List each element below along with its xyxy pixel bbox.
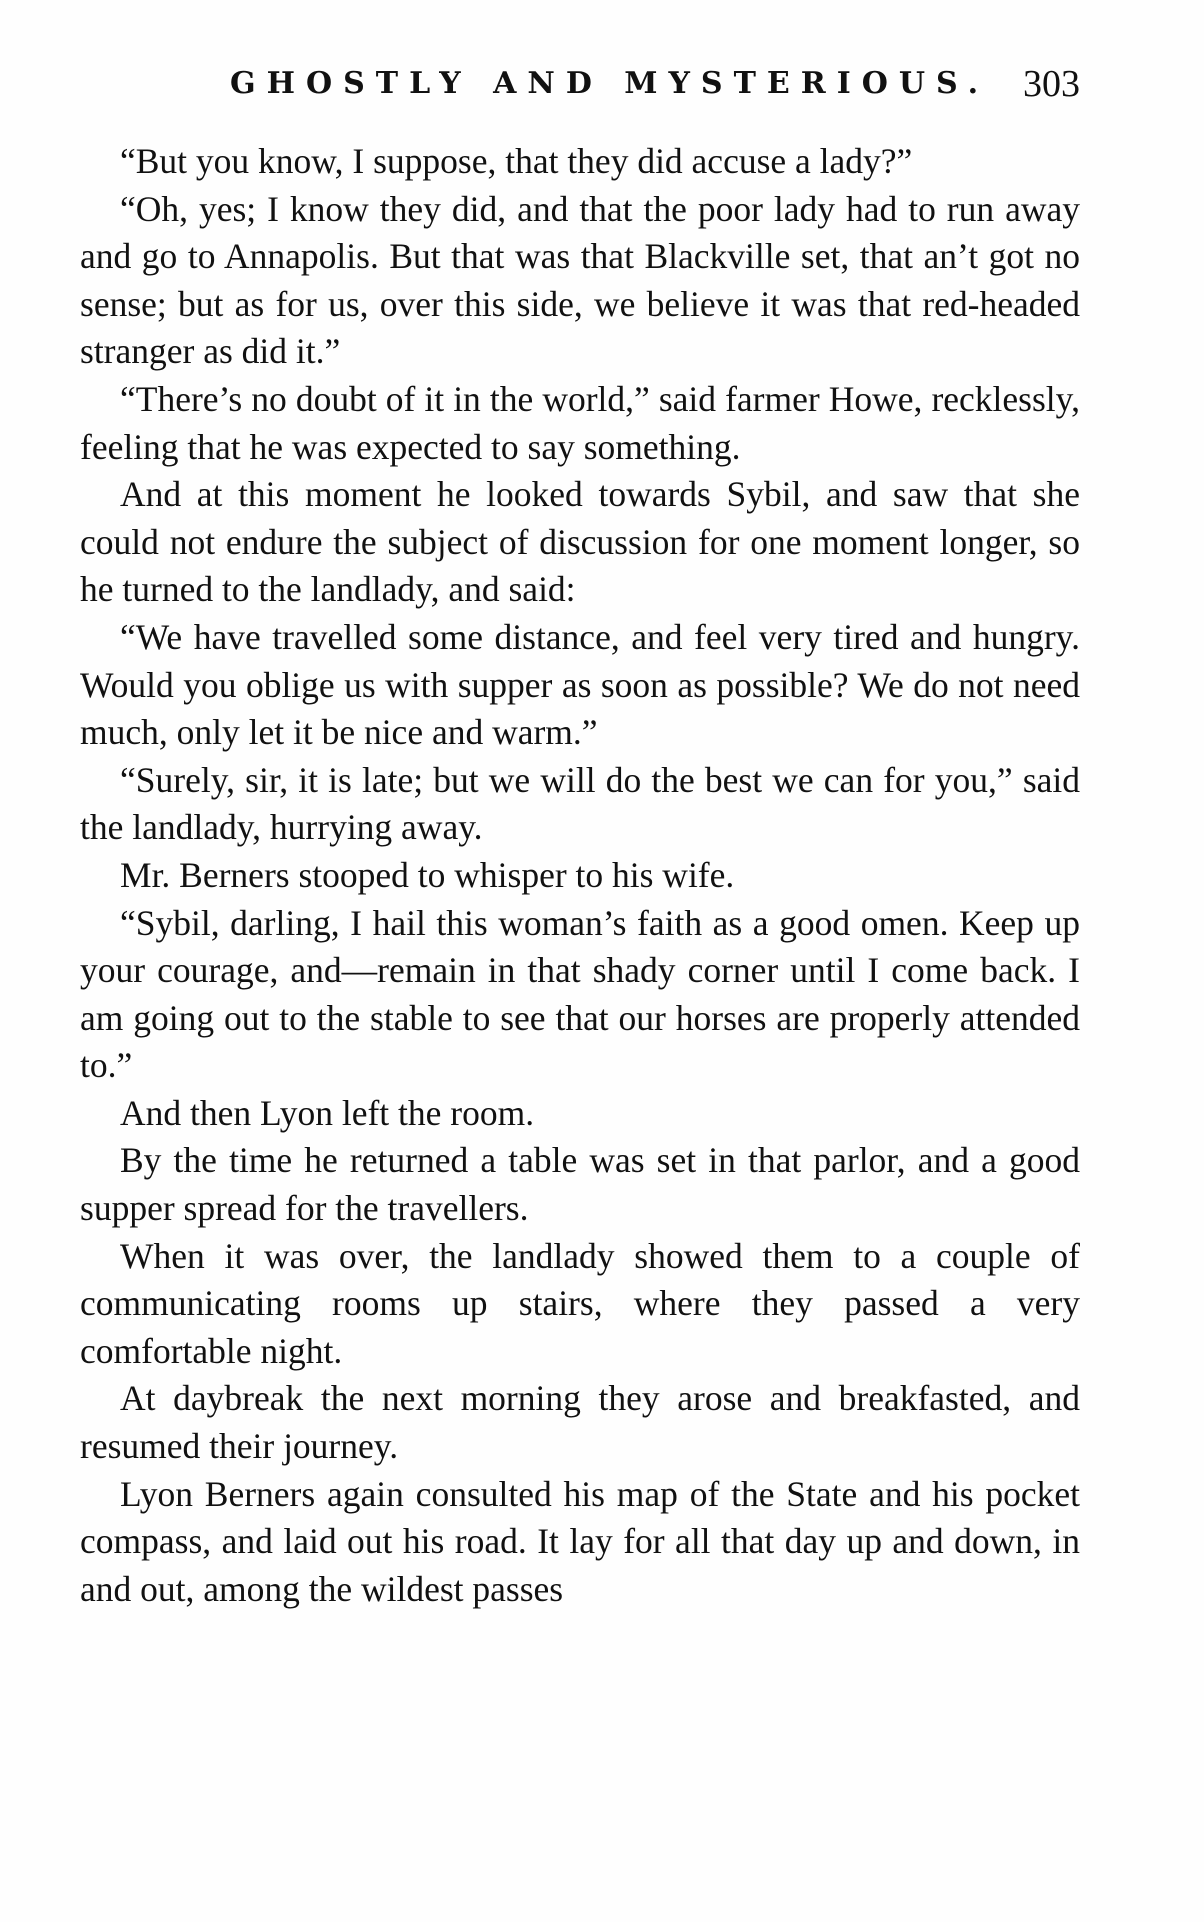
paragraph: By the time he returned a table was set in that parlor, and a good supper spread for the travellers. xyxy=(80,1140,1080,1229)
running-title: GHOSTLY AND MYSTERIOUS. xyxy=(230,66,990,101)
paragraph: “We have travelled some distance, and feel very tired and hungry. Would you oblige us with supper as soon as possible? We do not need much, only let it be nice and warm.” xyxy=(80,616,1080,753)
paragraph: Lyon Berners again consulted his map of the State and his pocket compass, and laid out his road. It lay for all that day up and down, in and out, among the wildest passes xyxy=(80,1473,1080,1609)
page-header xyxy=(230,62,1080,106)
paragraph: Mr. Berners stooped to whisper to his wife. xyxy=(120,854,735,895)
paragraph: When it was over, the landlady showed them to a couple of communicating rooms up stairs, where they passed a very comfortable night. xyxy=(80,1235,1080,1371)
paragraph: “But you know, I suppose, that they did accuse a lady?” xyxy=(120,141,913,181)
paragraph: “Oh, yes; I know they did, and that the poor lady had to run away and go to Annapolis. But that was that Blackville set, that an’t got no sense; but as for us, over this side, we believe it was that red-headed stranger as did it.” xyxy=(80,188,1080,372)
page-number: 303 xyxy=(1023,63,1080,105)
paragraph: And at this moment he looked towards Sybil, and saw that she could not endure the subject of discussion for one moment longer, so he turned to the landlady, and said: xyxy=(80,474,1080,610)
paragraph: And then Lyon left the room. xyxy=(120,1092,535,1133)
paragraph: “There’s no doubt of it in the world,” said farmer Howe, recklessly, feeling that he was expected to say something. xyxy=(80,378,1080,467)
paragraph: At daybreak the next morning they arose and breakfasted, and resumed their journey. xyxy=(80,1378,1080,1467)
body-text xyxy=(80,138,1080,1613)
paragraph: “Sybil, darling, I hail this woman’s faith as a good omen. Keep up your courage, and—remain in that shady corner until I come back. I am going out to the stable to see that our horses are properly attended to.” xyxy=(80,902,1080,1086)
paragraph: “Surely, sir, it is late; but we will do the best we can for you,” said the landlady, hurrying away. xyxy=(80,759,1080,848)
